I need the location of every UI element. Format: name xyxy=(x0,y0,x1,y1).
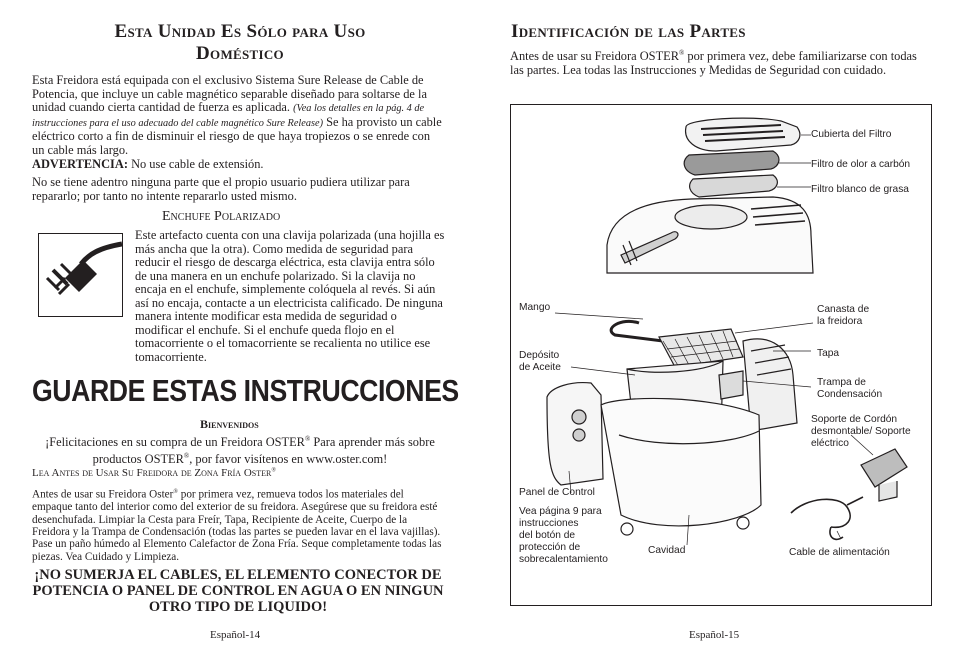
polarized-plug-icon xyxy=(39,234,122,316)
read-before-use-paragraph xyxy=(32,486,444,563)
label-power-cord: Cable de alimentación xyxy=(789,547,890,558)
welcome-heading: Bienvenidos xyxy=(200,417,259,431)
odor-filter-drawing xyxy=(684,151,779,175)
parts-intro-paragraph xyxy=(510,47,930,77)
read-heading-text: Lea Antes de Usar Su Freidora de Zona Fría Oster xyxy=(32,467,272,479)
parts-heading: Identificación de las Partes xyxy=(511,21,746,42)
label-handle: Mango xyxy=(519,302,551,313)
warning-paragraph xyxy=(32,158,444,172)
plug-paragraph: Este artefacto cuenta con una clavija polarizada (una hojilla es más ancha que la otra). Como medida de seguridad para reducir el riesgo de descarga eléctrica, esta clavija entra sólo de una manera en un enchufe polarizado. Si la clavija no encaja en el enchufe, simplemente colóquela al revés. Si aún así no encaja, contacte a un electricista calificado. De ninguna manera intente modificar esta medida de seguridad o modificar el enchufe. Si el enchufe queda flojo en el tomacorriente o el tomacorriente se recalienta no utilice ese tomacorriente. xyxy=(135,228,445,364)
heading-line-1: Esta Unidad Es Sólo para Uso xyxy=(114,21,366,42)
read-heading-registered-mark: ® xyxy=(271,467,276,474)
label-see-page-9: Vea página 9 para instrucciones del botón de protección de sobrecalentamiento xyxy=(519,506,608,565)
intro-paragraph xyxy=(32,74,444,157)
plug-heading: Enchufe Polarizado xyxy=(162,209,281,224)
page-number-left: Español-14 xyxy=(210,629,261,641)
save-instructions-heading: GUARDE ESTAS INSTRUCCIONES xyxy=(32,373,459,408)
welcome-registered-mark-2: ® xyxy=(183,451,190,460)
intro-italic-note: (Vea los detalles en la pág. 4 de instrucciones para el uso adecuado del cable magnético Sure Release) xyxy=(32,103,425,129)
no-user-parts-paragraph: No se tiene adentro ninguna parte que el propio usuario pudiera utilizar para repararlo; por tanto no intente repararlo usted mismo. xyxy=(32,175,410,203)
filter-cover-drawing xyxy=(686,118,800,151)
label-lid: Tapa xyxy=(817,348,840,359)
label-oil-tank: Depósito de Aceite xyxy=(519,350,561,373)
parts-intro-registered-mark: ® xyxy=(678,49,685,57)
page-number-right: Español-15 xyxy=(689,629,740,641)
label-filter-cover: Cubierta del Filtro xyxy=(811,129,892,140)
label-control-panel: Panel de Control xyxy=(519,487,595,498)
label-basket: Canasta de la freidora xyxy=(817,304,870,327)
grease-filter-drawing xyxy=(690,175,778,197)
read-text-a: Antes de usar su Freidora Oster xyxy=(32,488,174,501)
intro-tail-text: Se ha provisto un cable eléctrico corto a fin de disminuir el riesgo de que haya tropiezos o se enrede con un cable más largo. xyxy=(32,114,442,157)
welcome-text-c: , por favor visítenos en www.oster.com! xyxy=(189,451,388,466)
parts-diagram xyxy=(510,104,932,606)
parts-intro-a: Antes de usar su Freidora OSTER xyxy=(510,49,679,64)
welcome-registered-mark-1: ® xyxy=(304,435,311,443)
intro-main-text: Esta Freidora está equipada con el exclusivo Sistema Sure Release de Cable de Potencia, que incluye un cable magnético separable diseñado para soltarse de la unidad cuando cierta cantidad de fuerza es aplicada. xyxy=(32,73,427,114)
warning-text: No use cable de extensión. xyxy=(131,157,264,171)
label-cavity: Cavidad xyxy=(648,545,686,556)
polarized-plug-figure xyxy=(38,233,123,317)
do-not-immerse-warning: ¡NO SUMERJA EL CABLES, EL ELEMENTO CONECTOR DE POTENCIA O PANEL DE CONTROL EN AGUA O EN NINGUN OTRO TIPO DE LIQUIDO! xyxy=(32,567,444,615)
read-before-use-heading xyxy=(32,467,276,479)
heading-line-2: Doméstico xyxy=(196,43,284,64)
welcome-text-b: Para aprender más sobre productos OSTER xyxy=(92,435,435,466)
parts-intro-b: por primera vez, debe familiarizarse con todas las partes. Lea todas las Instrucciones y Medidas de Seguridad con cuidado. xyxy=(510,49,917,77)
label-grease-filter: Filtro blanco de grasa xyxy=(811,184,909,195)
label-condensation-trap: Trampa de Condensación xyxy=(817,377,883,400)
heading-domestic-use xyxy=(40,21,440,65)
assembled-fryer-drawing xyxy=(607,197,813,273)
condensation-trap-drawing xyxy=(719,371,743,399)
read-registered-mark: ® xyxy=(173,489,178,495)
basket-drawing xyxy=(611,321,743,367)
cord-drawing xyxy=(791,449,907,539)
welcome-paragraph xyxy=(40,433,440,466)
label-odor-filter: Filtro de olor a carbón xyxy=(811,159,911,170)
read-text-b: por primera vez, remueva todos los materiales del empaque tanto del interior como del exterior de su freidora. Asegúrese que su freidora esté desenchufada. Limpiar la Cesta para Freír, Tapa, Recipiente de Aceite, Cuerpo de la Freidora y la Trampa de Condensación (todas las partes se pueden lavar en el lava vajillas). Pase un paño húmedo al Elemento Calefactor de Zona Fría. Seque completamente todas las piezas. Vea Cuidado y Limpieza. xyxy=(32,488,442,563)
label-cord-support: Soporte de Cordón desmontable/ Soporte eléctrico xyxy=(811,414,911,449)
welcome-text-a: ¡Felicitaciones en su compra de un Freidora OSTER xyxy=(45,435,305,450)
warning-label: ADVERTENCIA: xyxy=(32,157,128,171)
right-page xyxy=(477,0,954,651)
